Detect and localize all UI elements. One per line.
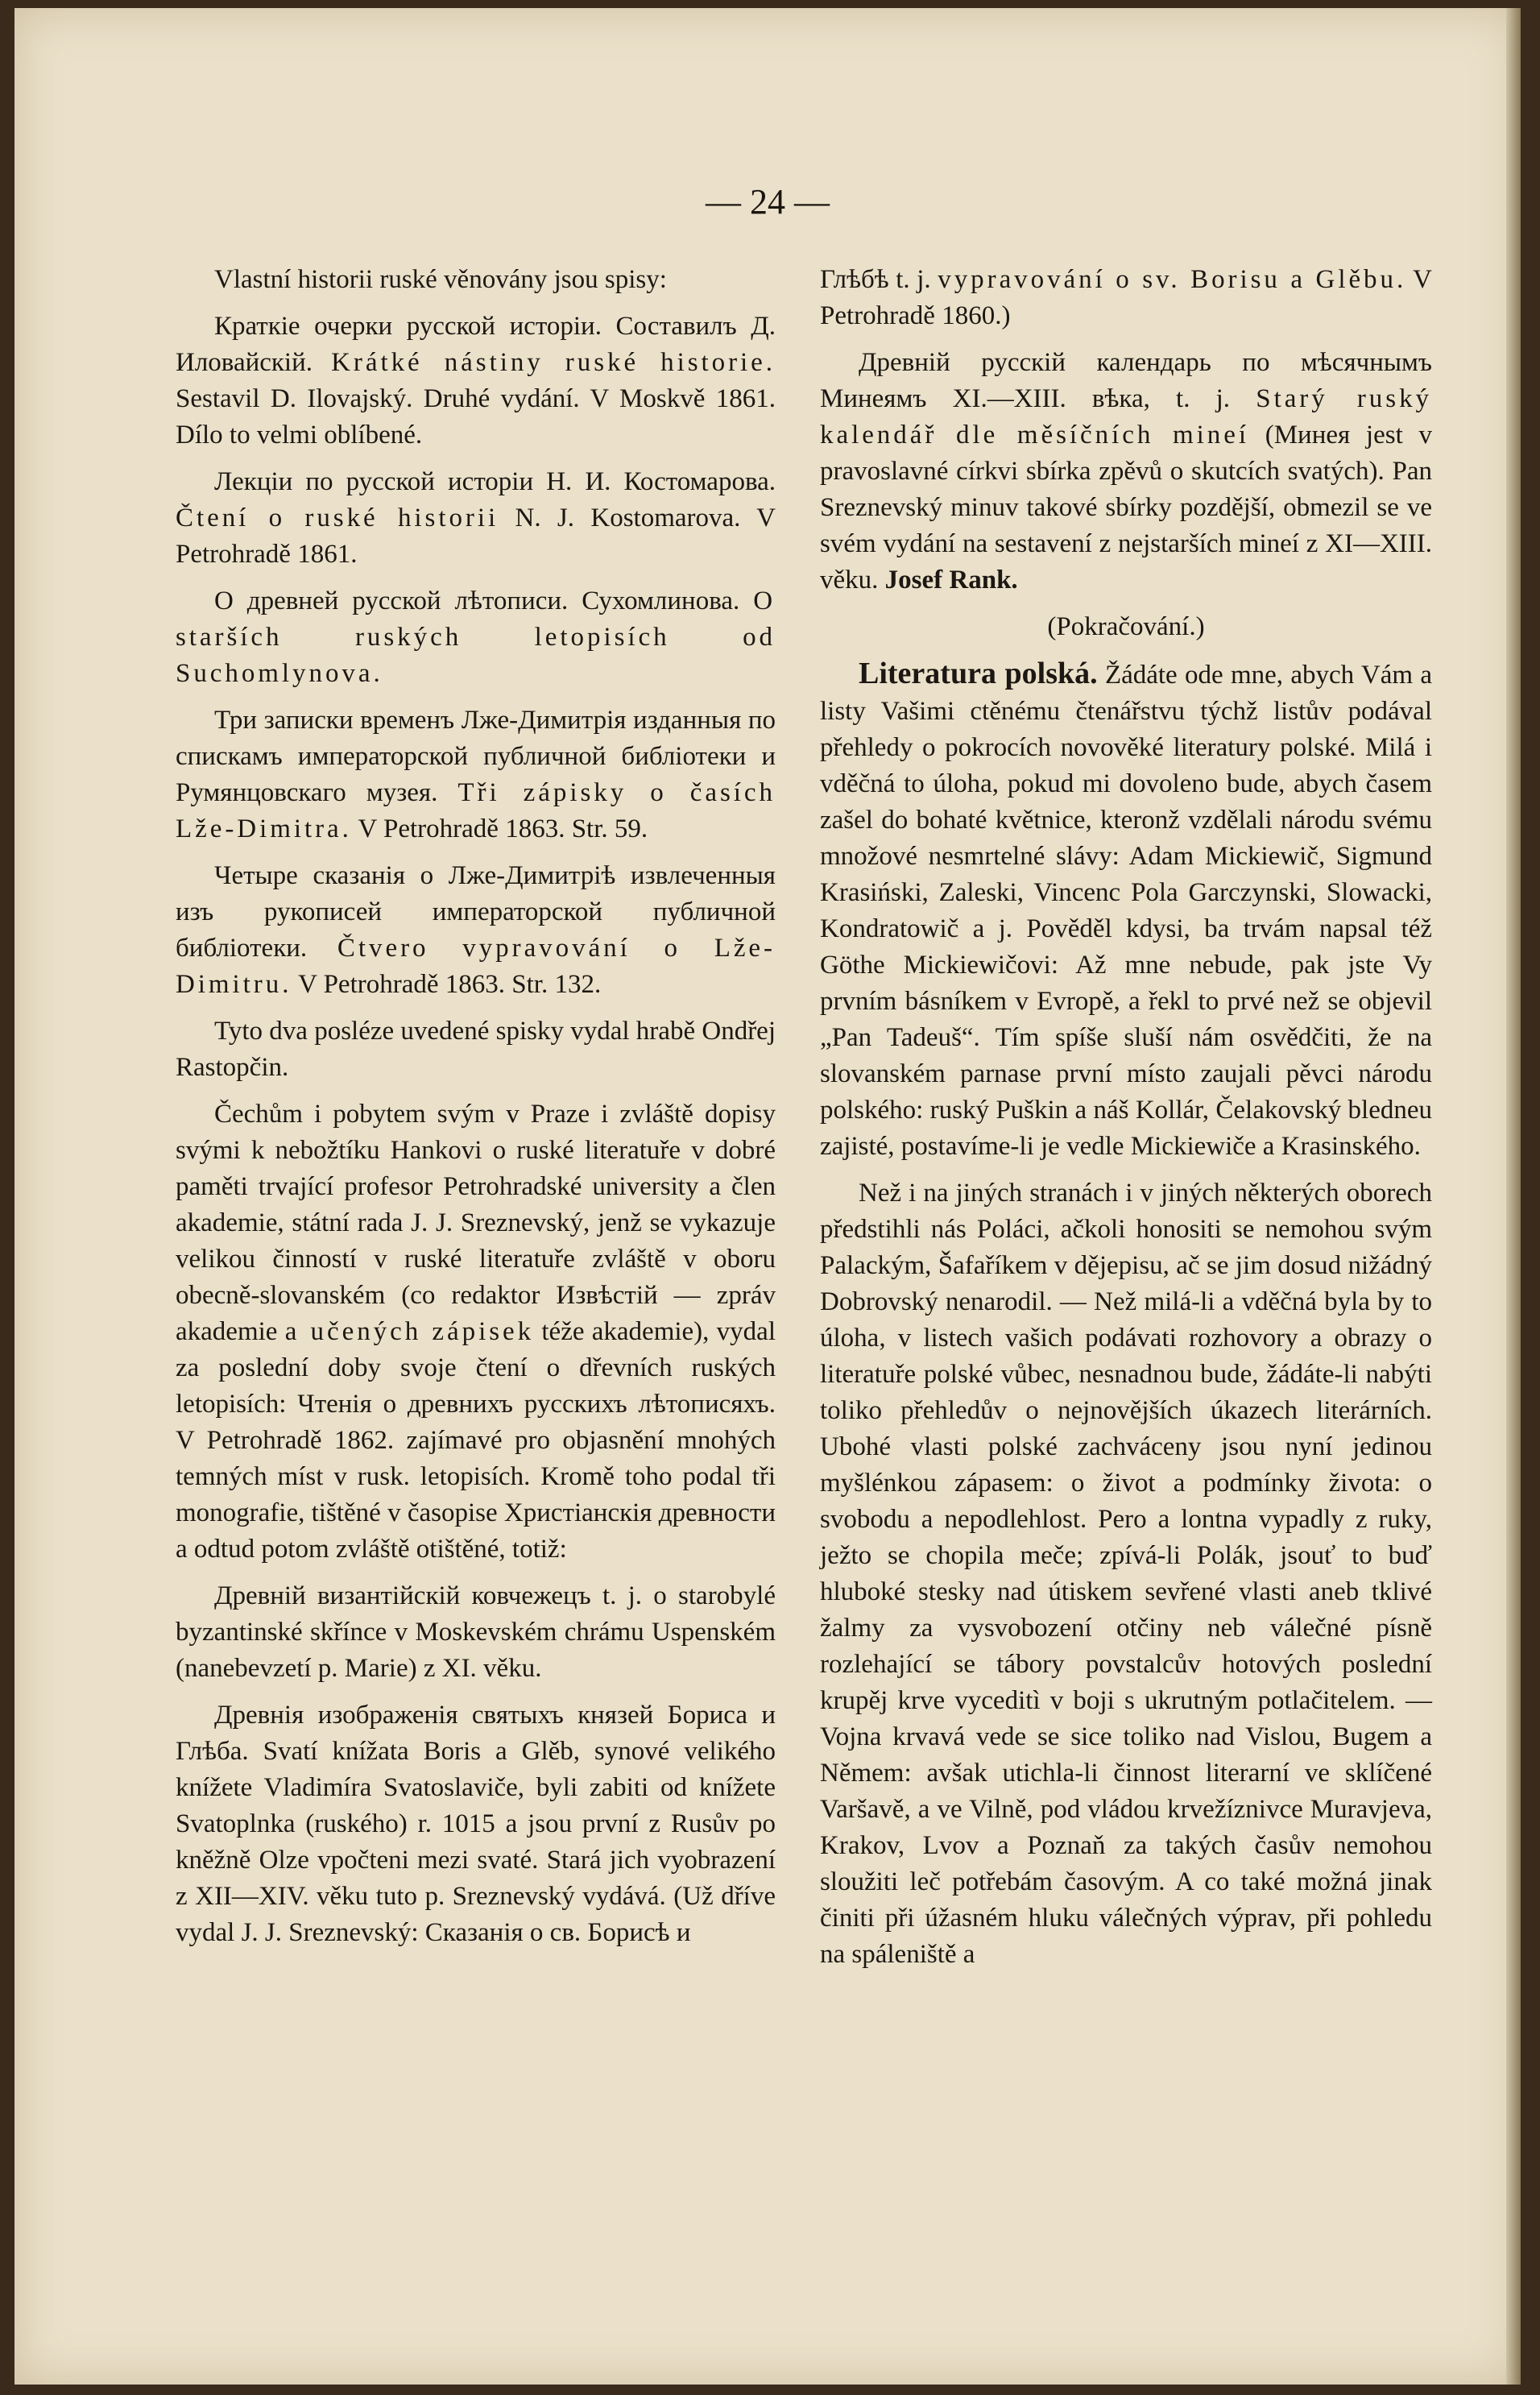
paragraph-text: Три записки временъ Лже-Димитрія изданныя по спискамъ императорской публичной библіотеки и Румянцовскаго музея. <box>176 706 776 807</box>
paragraph <box>820 609 1432 645</box>
spaced-translation: Starý ruský kalendář dle měsíčních mineí <box>820 384 1432 450</box>
paragraph-text: (Pokračování.) <box>1047 612 1205 641</box>
spaced-translation: O starších ruských letopisích od Suchomlynova. <box>176 586 776 688</box>
paragraph <box>820 656 1432 1165</box>
paragraph <box>820 345 1432 599</box>
paragraph-text: Лекціи по русской исторіи Н. И. Костомарова. <box>214 467 776 496</box>
paragraph-text-cont: V Petrohradě 1863. Str. 132. <box>292 970 602 999</box>
right-column <box>820 262 1432 1983</box>
paragraph-text: Четыре сказанія о Лже-Димитріѣ извлеченныя изъ рукописей императорской публичной библіотеки. <box>176 861 776 963</box>
paragraph-text-cont: N. J. Kostomarova. V Petrohradě 1861. <box>176 503 776 569</box>
paragraph <box>176 1578 776 1687</box>
paragraph <box>176 309 776 454</box>
spaced-translation: Čtvero vypravování o Lže-Dimitru. <box>176 934 776 999</box>
paragraph <box>820 1175 1432 1973</box>
paragraph <box>176 262 776 298</box>
section-heading: Literatura polská. <box>859 657 1098 690</box>
paragraph-text: Древній византійскій ковчежецъ t. j. o starobylé byzantinské skřínce v Moskevském chrámu Uspenském (nanebevzetí p. Marie) z XI. věku. <box>176 1581 776 1683</box>
spaced-translation: Čtení o ruské historii <box>176 503 499 532</box>
paragraph <box>176 1013 776 1086</box>
paragraph <box>176 702 776 847</box>
paragraph <box>176 464 776 573</box>
paragraph-text-cont: Sestavil D. Ilovajský. Druhé vydání. V Moskvě 1861. Dílo to velmi oblíbené. <box>176 384 776 450</box>
paragraph <box>176 583 776 692</box>
paragraph-text: Краткіе очерки русской исторіи. Составилъ Д. Иловайскій. <box>176 312 776 377</box>
page-edge <box>1506 8 1521 2385</box>
left-column <box>176 262 776 1962</box>
paragraph <box>176 858 776 1003</box>
paragraph-text: Čechům i pobytem svým v Praze i zvláště dopisy svými k nebožtíku Hankovi o ruské literatuře v dobré paměti trvající profesor Petrohradské university a člen akademie, státní rada J. J. Sreznevský, jenž se vykazuje velikou činností v ruské literatuře zvláště v oboru obecně-slovanském (co redaktor Извѣстій — zpráv akademie <box>176 1100 776 1346</box>
paragraph-text-cont: (Минея jest v pravoslavné církvi sbírka zpěvů o skutcích svatých). Pan Sreznevský minuv takové sbírky pozdější, obmezil se ve svém vydání na sestavení z nejstarších mineí z XI—XIII. věku. <box>820 421 1432 595</box>
paragraph-text: Глѣбѣ t. j. <box>820 265 938 294</box>
paragraph <box>820 262 1432 334</box>
paragraph-text: Древній русскій календарь по мѣсячнымъ Минеямъ XI.—XIII. вѣка, t. j. <box>820 348 1432 413</box>
paragraph-text-cont: V Petrohradě 1863. Str. 59. <box>351 814 648 843</box>
paragraph-text: О древней русской лѣтописи. Сухомлинова. <box>214 586 754 615</box>
paragraph <box>176 1096 776 1568</box>
author-signature: Josef Rank. <box>884 566 1018 595</box>
spaced-translation: vypravování o sv. Borisu a Glěbu. <box>938 265 1407 294</box>
spaced-translation: a učených zápisek <box>284 1317 535 1346</box>
spaced-translation: Krátké nástiny ruské historie. <box>331 348 776 377</box>
paragraph-text-cont: téže akademie), vydal za poslední doby svoje čtení o dřevních ruských letopisích: Чтенія о древнихъ русскихъ лѣтописяхъ. V Petrohradě 1862. zajímavé pro objasnění mnohých temných míst v rusk. letopisích. Kromě toho podal tři monografie, tištěné v časopise Христіанскія древности a odtud potom zvláště otištěné, totiž: <box>176 1317 776 1564</box>
book-page <box>14 8 1521 2385</box>
paragraph-text: Žádáte ode mne, abych Vám a listy Vašimi ctěnému čtenářstvu týchž listův podával přehledy o pokrocích novověké literatury polské. Milá i vděčná to úloha, pokud mi dovoleno bude, abych časem zašel do bohaté květnice, kteronž vzdělali národu svému množové nesmrtelné slávy: Adam Mickiewič, Sigmund Krasiński, Zaleski, Vincenc Pola Garczynski, Slowacki, Kondratowič a j. Pověděl kdysi, ba trvám napsal též Göthe Mickiewičovi: Až mne nebude, pak jste Vy prvním básníkem v Evropě, a řekl to prvé než se objevil „Pan Tadeuš“. Tím spíše sluší nám osvědčiti, že na slovanském parnase první místo zaujali pěvci národu polského: ruský Puškin a náš Kollár, Čelakovský bledneu zajisté, postavíme-li je vedle Mickiewiče a Krasinského. <box>820 661 1432 1161</box>
paragraph <box>176 1697 776 1951</box>
paragraph-text: Vlastní historii ruské věnovány jsou spisy: <box>214 265 667 294</box>
paragraph-text-cont: V Petrohradě 1860.) <box>820 265 1433 330</box>
paragraph-text: Tyto dva posléze uvedené spisky vydal hrabě Ondřej Rastopčin. <box>176 1017 776 1082</box>
page-number: — 24 — <box>706 182 830 222</box>
spaced-translation: Tři zápisky o časích Lže-Dimitra. <box>176 778 776 843</box>
paragraph-text: Древнія изображенія святыхъ князей Бориса и Глѣба. Svatí knížata Boris a Glěb, synové velikého knížete Vladimíra Svatoslaviče, byli zabiti od knížete Svatoplnka (ruského) r. 1015 a jsou první z Rusův po kněžně Olze vpočteni mezi svaté. Stará jich vyobrazení z XII—XIV. věku tuto p. Sreznevský vydává. (Už dříve vydal J. J. Sreznevský: Сказанія о св. Борисѣ и <box>176 1701 776 1947</box>
paragraph-text: Než i na jiných stranách i v jiných některých oborech předstihli nás Poláci, ačkoli honositi se nemohou svým Palackým, Šafaříkem v dějepisu, ač se jim dosud nižádný Dobrovský nenarodil. — Než milá-li a vděčná byla by to úloha, v listech vašich podávati rozhovory a obrazy o literatuře polské vůbec, nesnadnou bude, žádáte-li nabýti toliko přehledův o nejnovějších úkazech literárních. Ubohé vlasti polské zachváceny jsou nyní jedinou myšlénkou zápasem: o život a podmínky života: o svobodu a nepodlehlost. Pero a lontna vypadly z ruky, ježto se chopila meče; zpívá-li Polák, jsouť to buď hluboké stesky nad útiskem sevřené vlasti aneb tklivé žalmy za vysvobození otčiny neb válečné písně rozlehající se tábory povstalcův hotových poslední krupěj krve vyceditì v boji s ukrutným potlačitelem. — Vojna krvavá vede se sice toliko nad Vislou, Bugem a Němem: avšak utichla-li činnost literarní ve sklíčené Varšavě, a ve Vilně, pod vládou krvežíznivce Muravjeva, Krakov, Lvov a Poznaň za takých časův nemohou sloužiti leč potřebám časovým. A co také možná jinak činiti při úžasném hluku válečných výprav, při pohledu na spáleniště a <box>820 1179 1432 1969</box>
